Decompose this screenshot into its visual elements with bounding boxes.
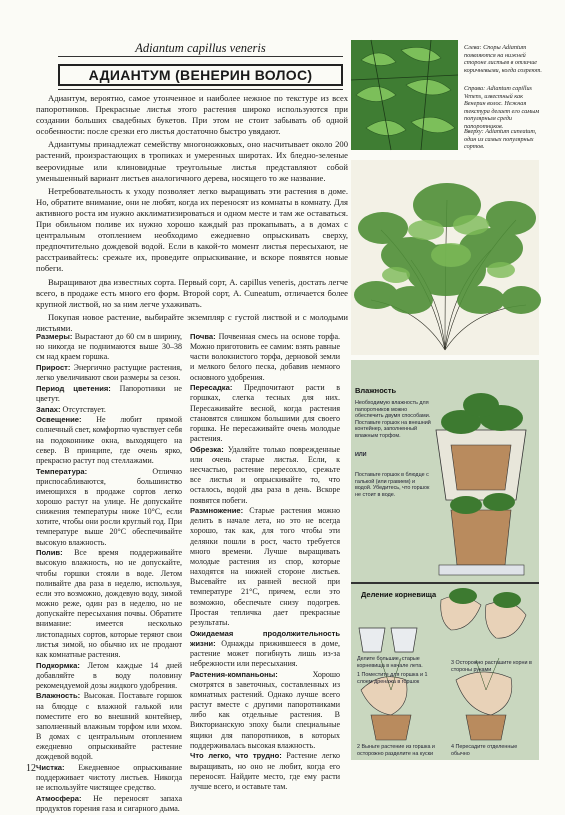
care-entry-heading: Что легко, что трудно: bbox=[190, 751, 282, 761]
care-entry-heading: Влажность: bbox=[36, 691, 81, 701]
page-number: 12 bbox=[26, 763, 36, 774]
care-entry-text: Хорошо смотрятся в заветочных, составленных из комнатных растений. Однако лучше всего растут вместе с другими папоротниками либо как отдельные растения. В Викторианскую эпоху были специальные ящики для папоротников, в которых поддерживалась высокая влажность. bbox=[190, 669, 340, 750]
care-entry-heading: Пересадка: bbox=[190, 383, 233, 393]
care-entry bbox=[190, 383, 340, 444]
care-entry bbox=[36, 384, 182, 404]
division-title: Деление корневища bbox=[361, 590, 437, 599]
care-column-right bbox=[190, 332, 340, 793]
care-entry bbox=[190, 445, 340, 506]
care-entry-text: Удаляйте только поврежденные или очень старые листья. Если, к несчастью, растение пересохло, срежьте все листья и опрыскивайте то, что осталось, водой два раза в день. Вскоре появятся побеги. bbox=[190, 444, 340, 505]
care-entry-text: Не любит прямой солнечный свет, комфортно чувствует себя на подоконнике окна, выходящего на север. В принципе, где очень ярко, прекрасно растут под стеллажами. bbox=[36, 415, 182, 465]
title-rule bbox=[58, 89, 343, 90]
care-entry-heading: Размножение: bbox=[190, 506, 244, 516]
intro-paragraph: Адиантум, вероятно, самое утонченное и наиболее нежное по текстуре из всех папоротников. Прекрасные листья этого растения широко используются при создании больших свадебных букетов. При этом не стоит забывать об одной особенности: после срезки его листья достаточно быстро увядают. bbox=[36, 93, 348, 137]
humidity-title: Влажность bbox=[355, 386, 397, 395]
care-entry-heading: Чистка: bbox=[36, 763, 65, 773]
intro-paragraph: Покупая новое растение, выбирайте экземпляр с густой листвой и с молодыми листьями. bbox=[36, 311, 348, 333]
care-entry-heading: Размеры: bbox=[36, 332, 73, 341]
care-entry-text: Старые растения можно делить в начале лета, но это не всегда хорошо, так как, для того чтобы эти делянки пошли в рост, часто требуется много времени. Лучше выращивать молодые растения из спор, которые находятся на нижней стороне листьев. Высевайте их ранней весной при температуре 21°С, причем, если это возможно, обеспечьте снизу подогрев. Простая тепличка дает прекрасные результаты. bbox=[190, 506, 340, 627]
care-entry-text: Отсутствует. bbox=[60, 404, 106, 414]
fern-photo bbox=[351, 160, 539, 355]
care-entry bbox=[36, 467, 182, 548]
care-entry-heading: Почва: bbox=[190, 332, 216, 341]
division-step-4: 4 Пересадите отделенные обычно bbox=[451, 744, 518, 757]
humidity-label-1: Необходимую влажность для папоротников можно обеспечить двумя способами. Поставьте горшок на внешний контейнер, заполненный влажным торфом. bbox=[355, 400, 431, 439]
title-box bbox=[58, 64, 343, 86]
care-entry-text: Летом каждые 14 дней добавляйте в воду половину рекомендуемой дозы жидкого удобрения. bbox=[36, 660, 182, 690]
care-illustration-panel bbox=[351, 360, 539, 760]
care-entry bbox=[190, 629, 340, 670]
spores-photo-image bbox=[351, 40, 458, 150]
care-entry-text: Вырастают до 60 см в ширину, но никогда не поднимаются выше 30–38 см над краем горшка. bbox=[36, 332, 182, 362]
division-step-1: 1 Поместите для горшка и 1 слоем дренажа в горшок bbox=[357, 672, 428, 685]
care-entry-heading: Ожидаемая продолжительность жизни: bbox=[190, 628, 340, 648]
spores-photo bbox=[351, 40, 458, 150]
care-entry bbox=[36, 691, 182, 762]
care-entry bbox=[36, 661, 182, 691]
care-entry-text: Ежедневное опрыскивание поддерживает чистоту листьев. Никогда не используйте чистящее средство. bbox=[36, 763, 182, 793]
care-entry-text: Однажды прижившееся в доме, растение может погибнуть лишь из-за небрежности или пересыхания. bbox=[190, 638, 340, 668]
division-label: Делите большие, старые корневища в начале лета. bbox=[357, 656, 423, 669]
care-entry-text: Не переносят запаха продуктов горения газа и сигарного дыма. bbox=[36, 794, 182, 814]
care-entry-heading: Обрезка: bbox=[190, 444, 224, 454]
care-entry-text: Растение легко выращивать, но оно не любит, когда его переносят. Найдите место, где ему расти лучше всего, и оставьте там. bbox=[190, 751, 340, 791]
care-entry bbox=[36, 548, 182, 660]
intro-paragraph: Нетребовательность к уходу позволяет легко выращивать эти растения в доме. Но, обратите внимание, они не любят, когда их переносят из комнаты в комнату. Для активного роста им нужно акклиматизироваться и одном месте и там же оставаться. При обильном поливе их нужно хорошо каждый раз прокапывать, а в домах с центральным отоплением необходимо ежедневно опрыскивать сверху, предпочтительно дождевой водой. Если в какой-то момент листья пересыхают, не расстраивайтесь: срежьте их, проведите опрыскивание, и вскоре появятся новые побеги. bbox=[36, 185, 348, 274]
care-entry bbox=[36, 794, 182, 814]
care-entry-text: Папоротники не цветут. bbox=[36, 383, 182, 403]
care-entry bbox=[36, 405, 182, 415]
division-step-2: 2 Выньте растение из горшка и осторожно разделите на куски bbox=[357, 744, 435, 757]
care-entry bbox=[36, 415, 182, 466]
care-entry-text: Все время поддерживайте высокую влажность, но не допускайте, чтобы горшки стояли в воде. Летом поливайте два раза в неделю, используя, если это возможно, дождевую воду, зимой можно реже, один раз в неделю, но не допускайте пересыхания почвы. Обратите внимание: имеется несколько листопадных сортов, которые теряют свои листья зимой, но обычно их не продают как комнатные растения. bbox=[36, 548, 182, 659]
care-entry-heading: Период цветения: bbox=[36, 383, 111, 393]
care-entry-text: Почвенная смесь на основе торфа. Можно приготовить ее самим: взять равные части волокнистого торфа, дерновой земли и мелкого белого песка, добавив немного основного удобрения. bbox=[190, 332, 340, 382]
header-rule bbox=[58, 56, 343, 57]
care-entry-heading: Запах: bbox=[36, 404, 61, 414]
care-entry-heading: Полив: bbox=[36, 548, 63, 558]
care-entry-text: Предпочитают расти в горшках, слегка тесных для них. Пересаживайте весной, когда растения становятся слишком большими для своего горшка. Не пересаживайте очень молодые растения. bbox=[190, 383, 340, 444]
fern-photo-image bbox=[351, 160, 539, 355]
care-entry bbox=[36, 763, 182, 793]
care-entry bbox=[36, 332, 182, 362]
division-step-3: 3 Осторожно расташите корни в стороны руками bbox=[451, 660, 532, 673]
page-title: АДИАНТУМ (ВЕНЕРИН ВОЛОС) bbox=[88, 67, 313, 83]
caption-spores: Слева: Споры Adiantum появляются на нижней стороне листьев в отличие коричневыми, когда созреют. bbox=[464, 44, 542, 74]
caption-cuneatum: Вверху: Adiantum cuneatum, один из самых популярных сортов. bbox=[464, 128, 537, 151]
care-entry bbox=[190, 751, 340, 792]
care-entry-heading: Прирост: bbox=[36, 362, 71, 372]
care-entry-text: Высокая. Поставьте горшок на блюдце с влажной галькой или поместите его во внешний контейнер, заполненный влажным торфом или мхом. В домах с центральным отоплением ежедневно опрыскивайте растение дождевой водой. bbox=[36, 691, 182, 762]
care-entry-text: Отлично приспосабливаются, большинство имеющихся в продаже сортов легко хорошо растут на улице. Не допускайте снижения температуры ниже 10°С, если хотите, чтобы они росли круглый год. При температуре выше 20°С обеспечивайте высокую влажность. bbox=[36, 466, 182, 547]
humidity-or: ИЛИ bbox=[355, 452, 367, 458]
humidity-label-2: Поставьте горшок в блюдце с галькой (или гравием) и водой. Убедитесь, что горшок не стоит в воде. bbox=[355, 472, 430, 498]
care-entry bbox=[36, 363, 182, 383]
care-entry-heading: Освещение: bbox=[36, 415, 82, 425]
intro-text bbox=[36, 93, 348, 336]
care-entry bbox=[190, 506, 340, 628]
care-entry-heading: Атмосфера: bbox=[36, 794, 82, 804]
care-column-left bbox=[36, 332, 182, 815]
caption-venus-hair: Справа: Adiantum capillus Venens, известный как Венерин волос. Нежная текстура делает его самым популярным среди папоротников. bbox=[464, 85, 540, 130]
care-entry bbox=[190, 670, 340, 751]
care-entry-heading: Подкормка: bbox=[36, 660, 80, 670]
care-entry-text: Энергично растущие растения, легко увеличивают свои размеры за сезон. bbox=[36, 362, 182, 383]
latin-name: Adiantum capillus veneris bbox=[135, 41, 266, 55]
intro-paragraph: Выращивают два известных сорта. Первый сорт, A. capillus veneris, достать легче всего, в продаже есть много его форм. Второй сорт, A. Cuneatum, отличается более крупной листвой, но за ним легче ухаживать. bbox=[36, 276, 348, 309]
care-entry-heading: Температура: bbox=[36, 466, 88, 476]
intro-paragraph: Адиантумы принадлежат семейству многоножковых, оно насчитывает около 200 растений, произрастающих в тропиках и умеренных широтах. Их бледно-зеленые веерovидные или клиновидные треугольные листья представляют собой уменьшенный вариант листьев аналогичного дерева, носящего то же название. bbox=[36, 139, 348, 183]
care-entry-heading: Растения-компаньоны: bbox=[190, 669, 278, 679]
care-entry bbox=[190, 332, 340, 383]
